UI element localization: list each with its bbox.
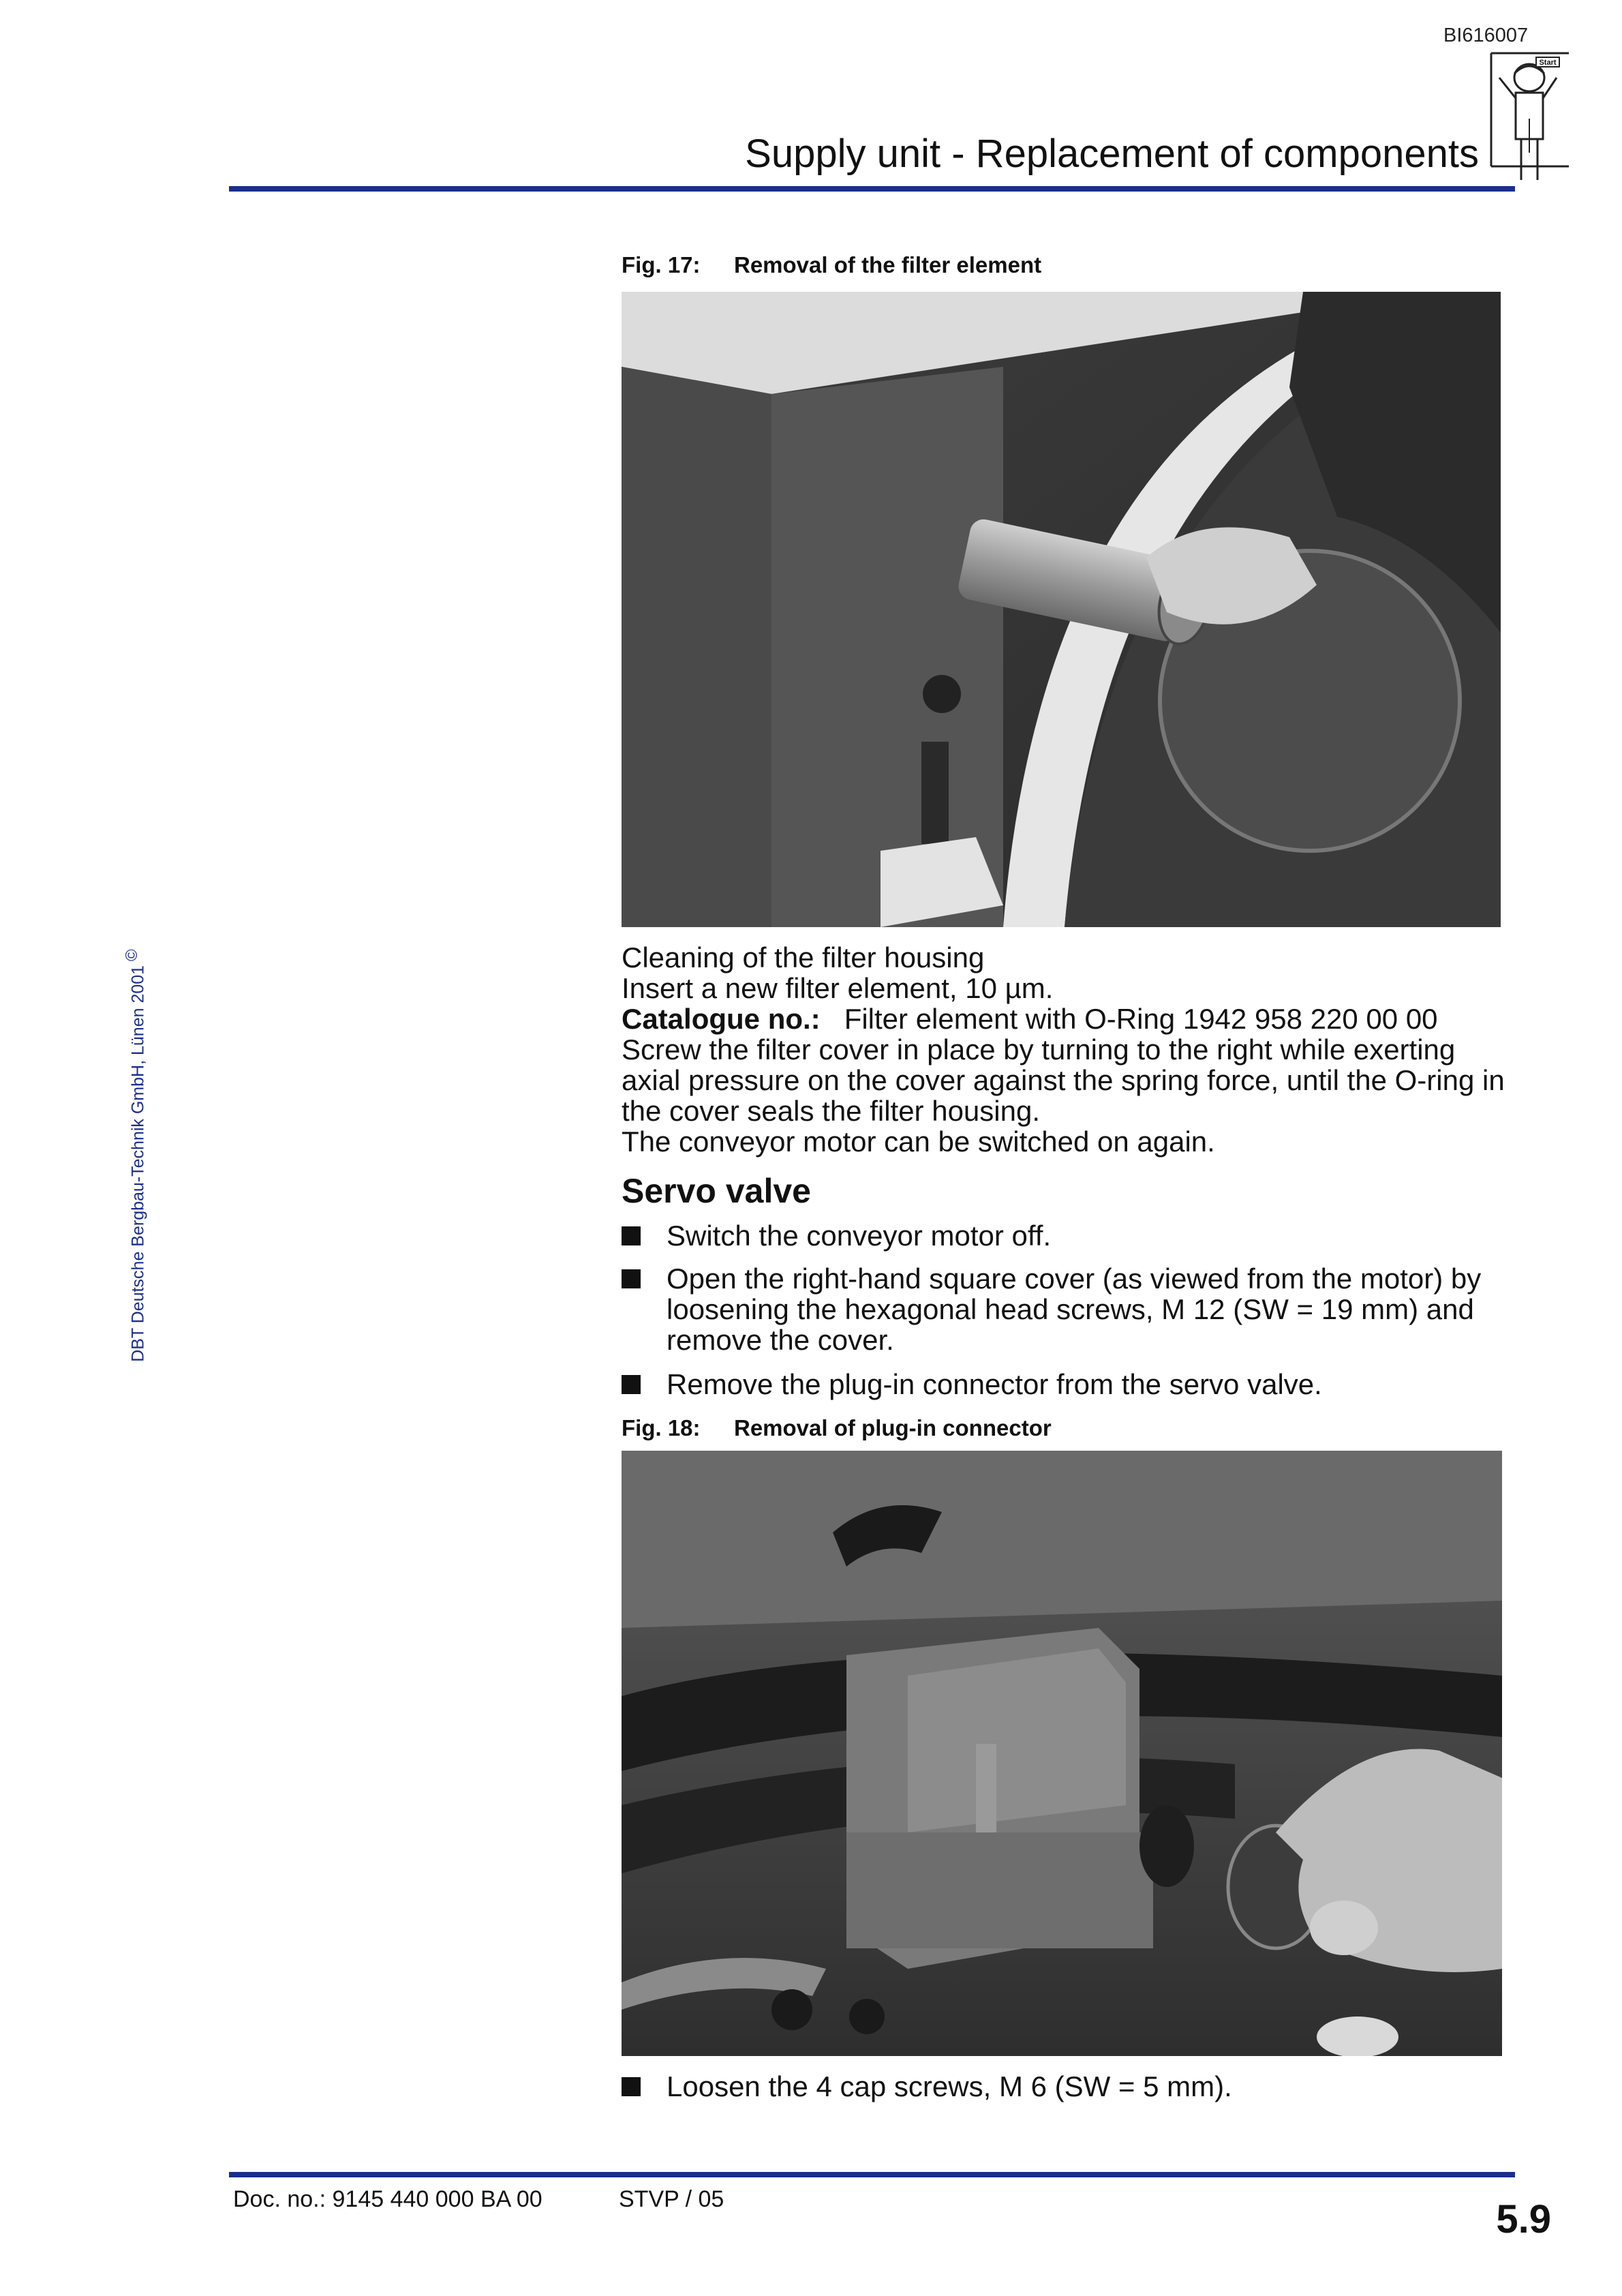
instruction-clean-housing: Cleaning of the filter housing — [622, 941, 985, 973]
figure-17-photo — [622, 292, 1501, 927]
document-id: BI616007 — [1443, 25, 1529, 46]
header-rule — [229, 186, 1515, 192]
instruction-switch-on: The conveyor motor can be switched on again. — [622, 1126, 1215, 1158]
page-number: 5.9 — [1496, 2197, 1551, 2241]
bullet-text: Switch the conveyor motor off. — [667, 1220, 1052, 1252]
bullet-square-icon — [622, 1375, 641, 1394]
bullet-square-icon — [622, 2077, 641, 2096]
figure-18-caption — [622, 1415, 1052, 1441]
catalogue-line — [622, 1003, 1521, 1034]
bullet-item — [622, 1369, 1521, 1400]
instruction-insert-element: Insert a new filter element, 10 µm. — [622, 972, 1054, 1004]
instructions-block — [622, 942, 1521, 1157]
bullet-item — [622, 1220, 1521, 1251]
page-title: Supply unit - Replacement of components — [745, 132, 1479, 176]
section-heading-servo-valve: Servo valve — [622, 1172, 811, 1210]
instruction-screw-cover: Screw the filter cover in place by turning to the right while exerting axial pressure on the cover against the spring force, until the O-ring in the cover seals the filter housing. — [622, 1033, 1505, 1127]
footer-stvp: STVP / 05 — [619, 2186, 724, 2212]
copyright-symbol: © — [123, 949, 141, 961]
bullet-item — [622, 2071, 1521, 2102]
catalogue-label: Catalogue no.: — [622, 1003, 821, 1035]
figure-17-number: Fig. 17: — [622, 252, 701, 277]
bullet-text: Remove the plug-in connector from the servo valve. — [667, 1368, 1322, 1400]
start-label: Start — [1539, 59, 1557, 67]
footer-doc-number: Doc. no.: 9145 440 000 BA 00 — [233, 2186, 542, 2212]
footer-rule — [229, 2172, 1515, 2177]
copyright-sidebar — [123, 949, 148, 1362]
bullet-square-icon — [622, 1269, 641, 1288]
figure-18-photo — [622, 1451, 1502, 2056]
bullet-text: Loosen the 4 cap screws, M 6 (SW = 5 mm). — [667, 2070, 1232, 2102]
figure-17-title: Removal of the filter element — [734, 252, 1042, 277]
figure-18-title: Removal of plug-in connector — [734, 1415, 1052, 1440]
figure-17-caption — [622, 252, 1041, 278]
bullet-text: Open the right-hand square cover (as viewed from the motor) by loosening the hexagonal head screws, M 12 (SW = 19 mm) and remove the cover. — [667, 1263, 1482, 1356]
bullet-item — [622, 1263, 1521, 1355]
copyright-text: DBT Deutsche Bergbau-Technik GmbH, Lünen 2001 — [128, 965, 148, 1362]
start-figure-icon — [1482, 50, 1570, 187]
figure-18-number: Fig. 18: — [622, 1415, 701, 1440]
bullet-square-icon — [622, 1226, 641, 1245]
catalogue-value: Filter element with O-Ring 1942 958 220 00 00 — [844, 1003, 1438, 1035]
